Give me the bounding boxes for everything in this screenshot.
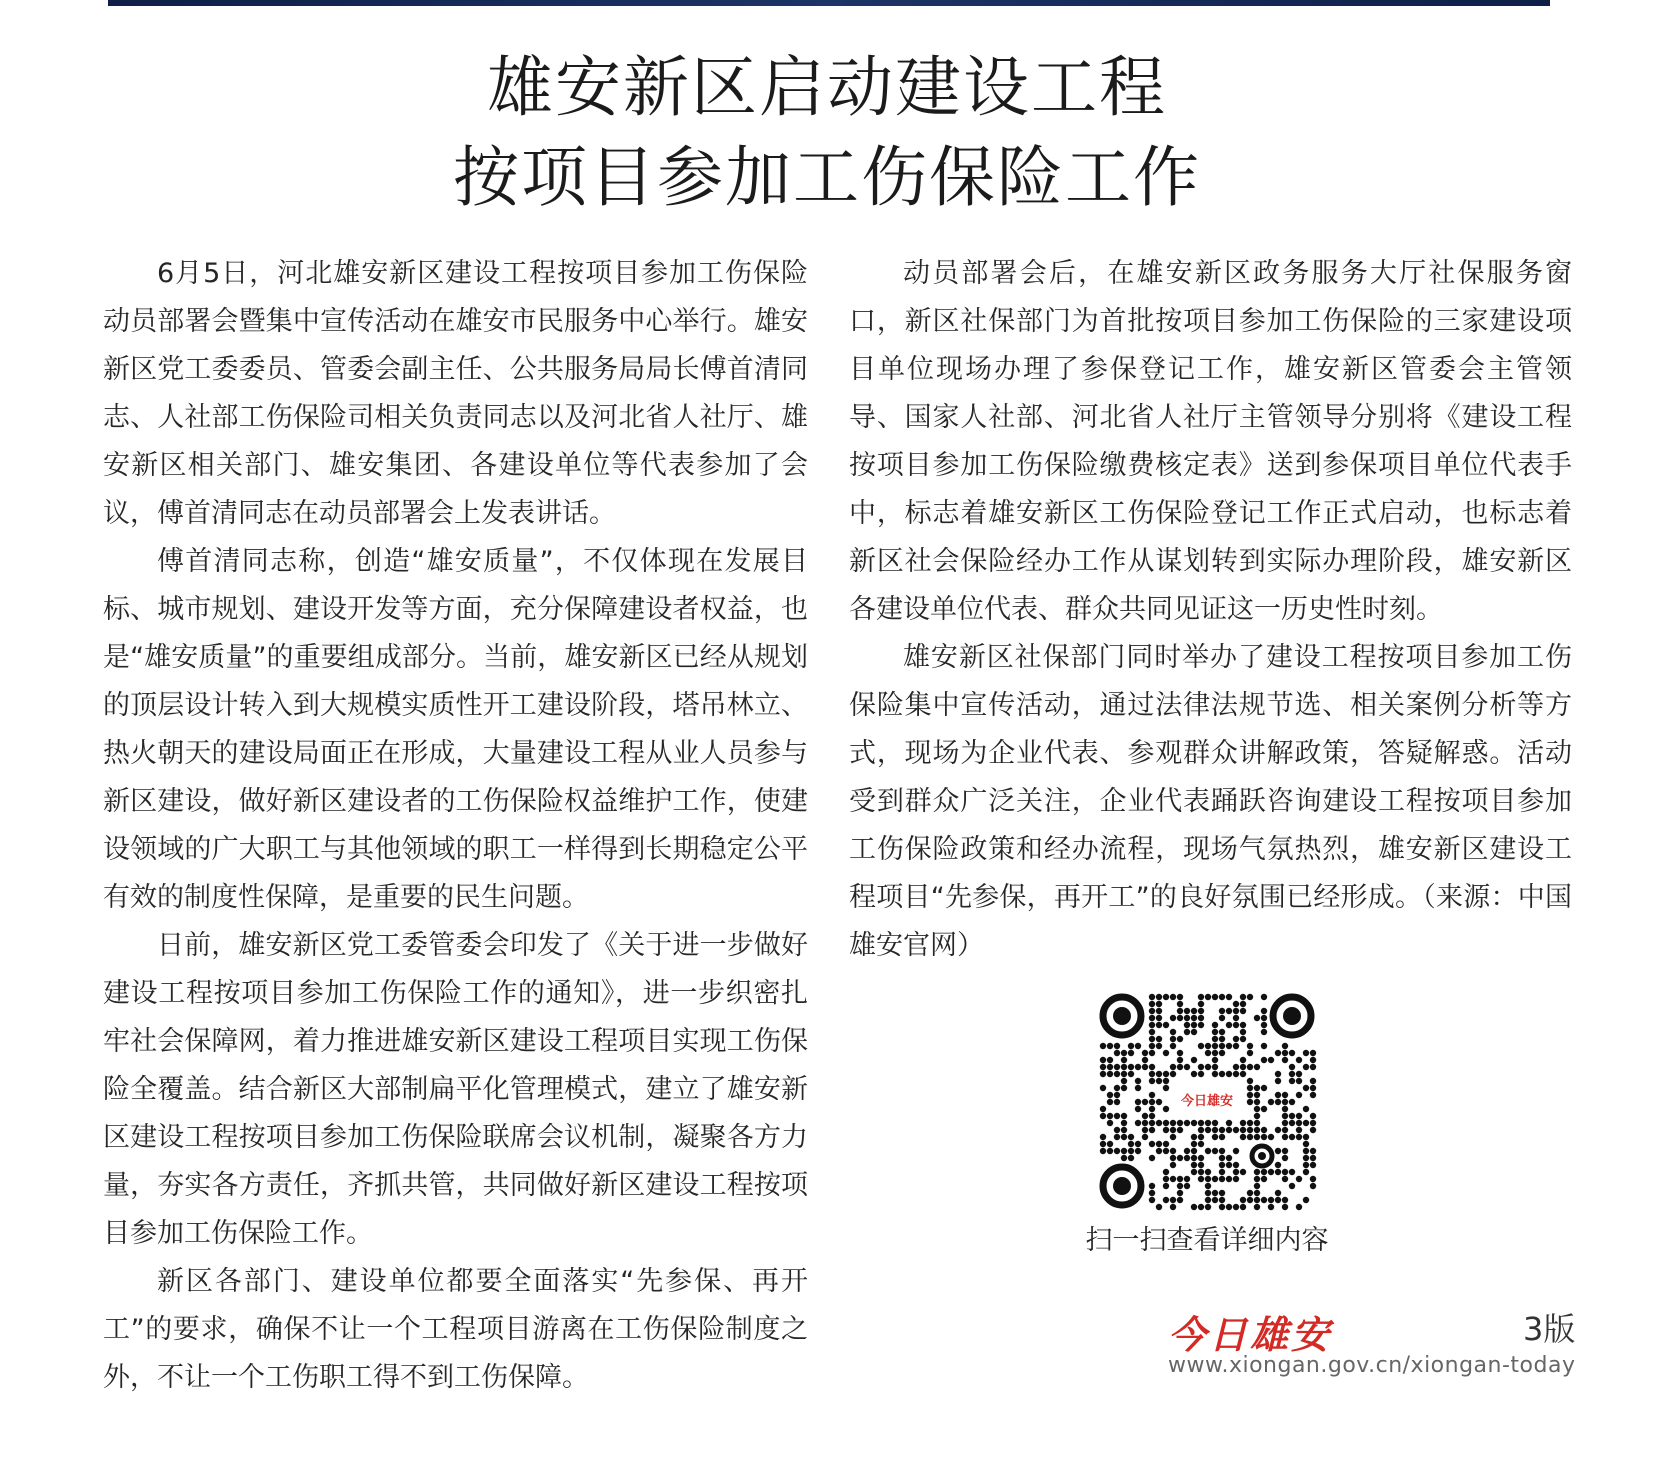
top-banner-bar <box>108 0 1550 6</box>
paragraph: 6月5日，河北雄安新区建设工程按项目参加工伤保险动员部署会暨集中宣传活动在雄安市民服务中心举行。雄安新区党工委委员、管委会副主任、公共服务局局长傅首清同志、人社部工伤保险司相关负责同志以及河北省人社厅、雄安新区相关部门、雄安集团、各建设单位等代表参加了会议，傅首清同志在动员部署会上发表讲话。 <box>103 258 808 529</box>
paragraph: 动员部署会后，在雄安新区政务服务大厅社保服务窗口，新区社保部门为首批按项目参加工伤保险的三家建设项目单位现场办理了参保登记工作，雄安新区管委会主管领导、国家人社部、河北省人社厅主管领导分别将《建设工程按项目参加工伤保险缴费核定表》送到参保项目单位代表手中，标志着雄安新区工伤保险登记工作正式启动，也标志着新区社会保险经办工作从谋划转到实际办理阶段，雄安新区各建设单位代表、群众共同见证这一历史性时刻。 <box>849 258 1572 625</box>
paragraph: 日前，雄安新区党工委管委会印发了《关于进一步做好建设工程按项目参加工伤保险工作的通知》，进一步织密扎牢社会保障网，着力推进雄安新区建设工程项目实现工伤保险全覆盖。结合新区大部制扁平化管理模式，建立了雄安新区建设工程按项目参加工伤保险联席会议机制，凝聚各方力量，夯实各方责任，齐抓共管，共同做好新区建设工程按项目参加工伤保险工作。 <box>103 930 808 1249</box>
headline-line-1: 雄安新区启动建设工程 <box>487 49 1167 126</box>
paragraph: 傅首清同志称，创造“雄安质量”，不仅体现在发展目标、城市规划、建设开发等方面，充分保障建设者权益，也是“雄安质量”的重要组成部分。当前，雄安新区已经从规划的顶层设计转入到大规模实质性开工建设阶段，塔吊林立、热火朝天的建设局面正在形成，大量建设工程从业人员参与新区建设，做好新区建设者的工伤保险权益维护工作，使建设领域的广大职工与其他领域的职工一样得到长期稳定公平有效的制度性保障，是重要的民生问题。 <box>103 546 808 913</box>
article-left-column <box>103 250 808 1402</box>
qr-center-logo: 今日雄安 <box>1180 1094 1234 1109</box>
qr-code[interactable] <box>1096 990 1318 1212</box>
headline-line-2: 按项目参加工伤保险工作 <box>453 139 1201 216</box>
site-url-link[interactable]: www.xiongan.gov.cn/xiongan-today <box>1168 1353 1576 1378</box>
qr-caption: 扫一扫查看详细内容 <box>1085 1225 1329 1256</box>
article-right-column <box>849 250 1572 970</box>
qr-code-graphic <box>1096 990 1318 1212</box>
paragraph: 雄安新区社保部门同时举办了建设工程按项目参加工伤保险集中宣传活动，通过法律法规节选、相关案例分析等方式，现场为企业代表、参观群众讲解政策，答疑解惑。活动受到群众广泛关注，企业代表踊跃咨询建设工程按项目参加工伤保险政策和经办流程，现场气氛热烈，雄安新区建设工程项目“先参保，再开工”的良好氛围已经形成。（来源：中国雄安官网） <box>849 642 1572 961</box>
brand-logo: 今日雄安 <box>1168 1312 1333 1357</box>
paragraph: 新区各部门、建设单位都要全面落实“先参保、再开工”的要求，确保不让一个工程项目游离在工伤保险制度之外，不让一个工伤职工得不到工伤保障。 <box>103 1266 808 1393</box>
page-number: 3版 <box>1523 1310 1576 1348</box>
